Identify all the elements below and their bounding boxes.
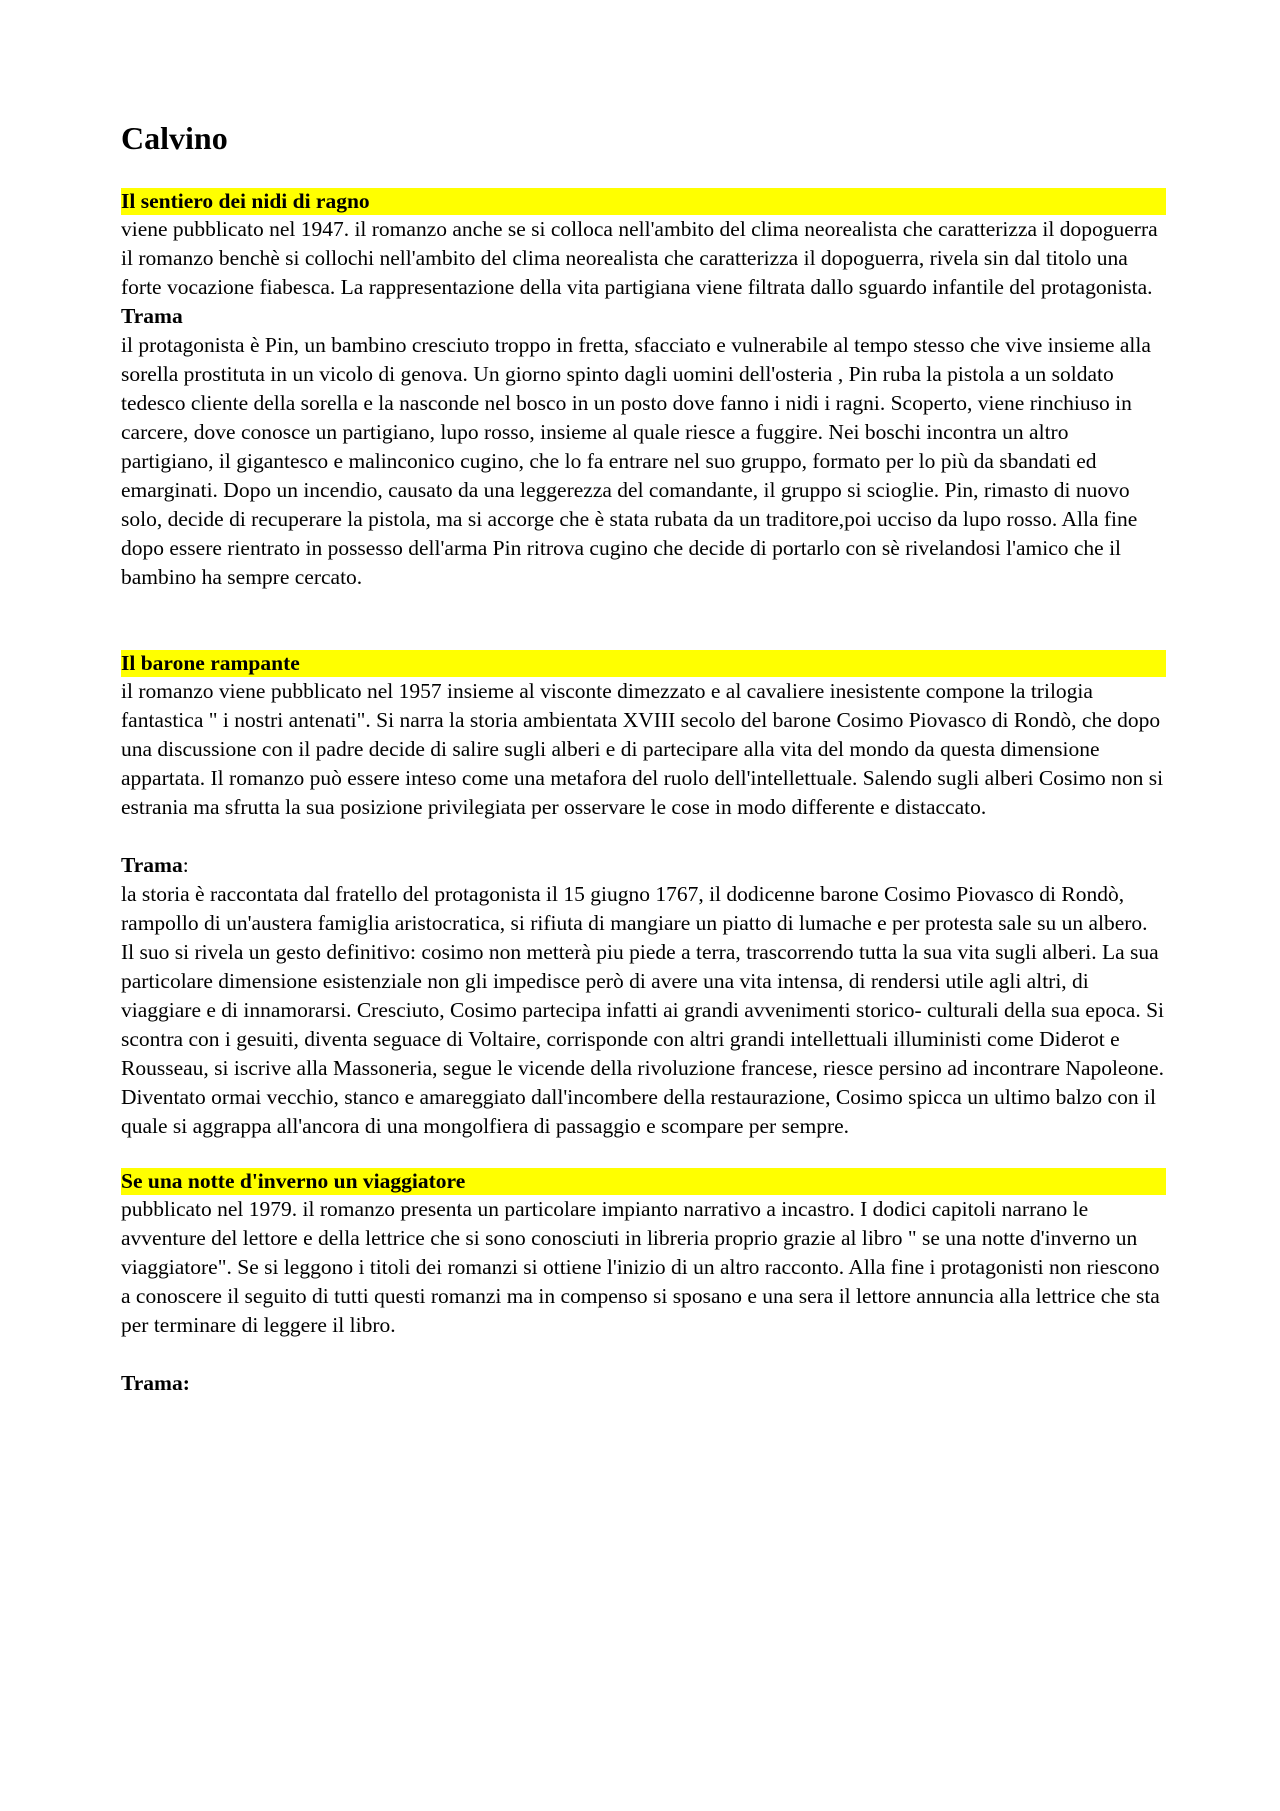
plot-label-text: Trama	[121, 853, 183, 877]
plot-label: Trama	[121, 304, 183, 328]
spacer	[121, 592, 1166, 650]
section-intro: il romanzo viene pubblicato nel 1957 insieme al visconte dimezzato e al cavaliere inesistente compone la trilogia fantastica " i nostri antenati". Si narra la storia ambientata XVIII secolo del barone Cosimo Piovasco di Rondò, che dopo una discussione con il padre decide di salire sugli alberi e di partecipare alla vita del mondo da questa dimensione appartata. Il romanzo può essere inteso come una metafora del ruolo dell'intellettuale. Salendo sugli alberi Cosimo non si estrania ma sfrutta la sua posizione privilegiata per osservare le cose in modo differente e distaccato.	[121, 679, 1164, 819]
section-heading: Il sentiero dei nidi di ragno	[121, 188, 1166, 215]
section-intro: il romanzo benchè si collochi nell'ambito del clima neorealista che caratterizza il dopoguerra, rivela sin dal titolo una forte vocazione fiabesca. La rappresentazione della vita partigiana viene filtrata dallo sguardo infantile del protagonista.	[121, 246, 1153, 299]
section-intro: viene pubblicato nel 1947. il romanzo anche se si colloca nell'ambito del clima neorealista che caratterizza il dopoguerra	[121, 217, 1158, 241]
spacer	[121, 822, 1166, 851]
section-barone	[121, 650, 1166, 1141]
section-sentiero	[121, 188, 1166, 592]
section-viaggiatore	[121, 1168, 1166, 1398]
document-page	[121, 118, 1166, 1398]
spacer	[121, 1141, 1166, 1168]
plot-text: il protagonista è Pin, un bambino cresciuto troppo in fretta, sfacciato e vulnerabile al tempo stesso che vive insieme alla sorella prostituta in un vicolo di genova. Un giorno spinto dagli uomini dell'osteria , Pin ruba la pistola a un soldato tedesco cliente della sorella e la nasconde nel bosco in un posto dove fanno i nidi i ragni. Scoperto, viene rinchiuso in carcere, dove conosce un partigiano, lupo rosso, insieme al quale riesce a fuggire. Nei boschi incontra un altro partigiano, il gigantesco e malinconico cugino, che lo fa entrare nel suo gruppo, formato per lo più da sbandati ed emarginati. Dopo un incendio, causato da una leggerezza del comandante, il gruppo si scioglie. Pin, rimasto di nuovo solo, decide di recuperare la pistola, ma si accorge che è stata rubata da un traditore,poi ucciso da lupo rosso. Alla fine dopo essere rientrato in possesso dell'arma Pin ritrova cugino che decide di portarlo con sè rivelandosi l'amico che il bambino ha sempre cercato.	[121, 333, 1151, 589]
plot-label: Trama:	[121, 1371, 190, 1395]
section-heading: Se una notte d'inverno un viaggiatore	[121, 1168, 1166, 1195]
spacer	[121, 1340, 1166, 1369]
document-title: Calvino	[121, 120, 228, 156]
plot-label	[121, 851, 1166, 880]
plot-label-colon: :	[182, 853, 189, 877]
section-heading: Il barone rampante	[121, 650, 1166, 677]
section-intro: pubblicato nel 1979. il romanzo presenta un particolare impianto narrativo a incastro. I dodici capitoli narrano le avventure del lettore e della lettrice che si sono conosciuti in libreria proprio grazie al libro " se una notte d'inverno un viaggiatore". Se si leggono i titoli dei romanzi si ottiene l'inizio di un altro racconto. Alla fine i protagonisti non riescono a conoscere il seguito di tutti questi romanzi ma in compenso si sposano e una sera il lettore annuncia alla lettrice che sta per terminare di leggere il libro.	[121, 1197, 1160, 1337]
plot-text: la storia è raccontata dal fratello del protagonista il 15 giugno 1767, il dodicenne barone Cosimo Piovasco di Rondò, rampollo di un'austera famiglia aristocratica, si rifiuta di mangiare un piatto di lumache e per protesta sale su un albero. Il suo si rivela un gesto definitivo: cosimo non metterà piu piede a terra, trascorrendo tutta la sua vita sugli alberi. La sua particolare dimensione esistenziale non gli impedisce però di avere una vita intensa, di rendersi utile agli altri, di viaggiare e di innamorarsi. Cresciuto, Cosimo partecipa infatti ai grandi avvenimenti storico- culturali della sua epoca. Si scontra con i gesuiti, diventa seguace di Voltaire, corrisponde con altri grandi intellettuali illuministi come Diderot e Rousseau, si iscrive alla Massoneria, segue le vicende della rivoluzione francese, riesce persino ad incontrare Napoleone. Diventato ormai vecchio, stanco e amareggiato dall'incombere della restaurazione, Cosimo spicca un ultimo balzo con il quale si aggrappa all'ancora di una mongolfiera di passaggio e scompare per sempre.	[121, 882, 1165, 1138]
